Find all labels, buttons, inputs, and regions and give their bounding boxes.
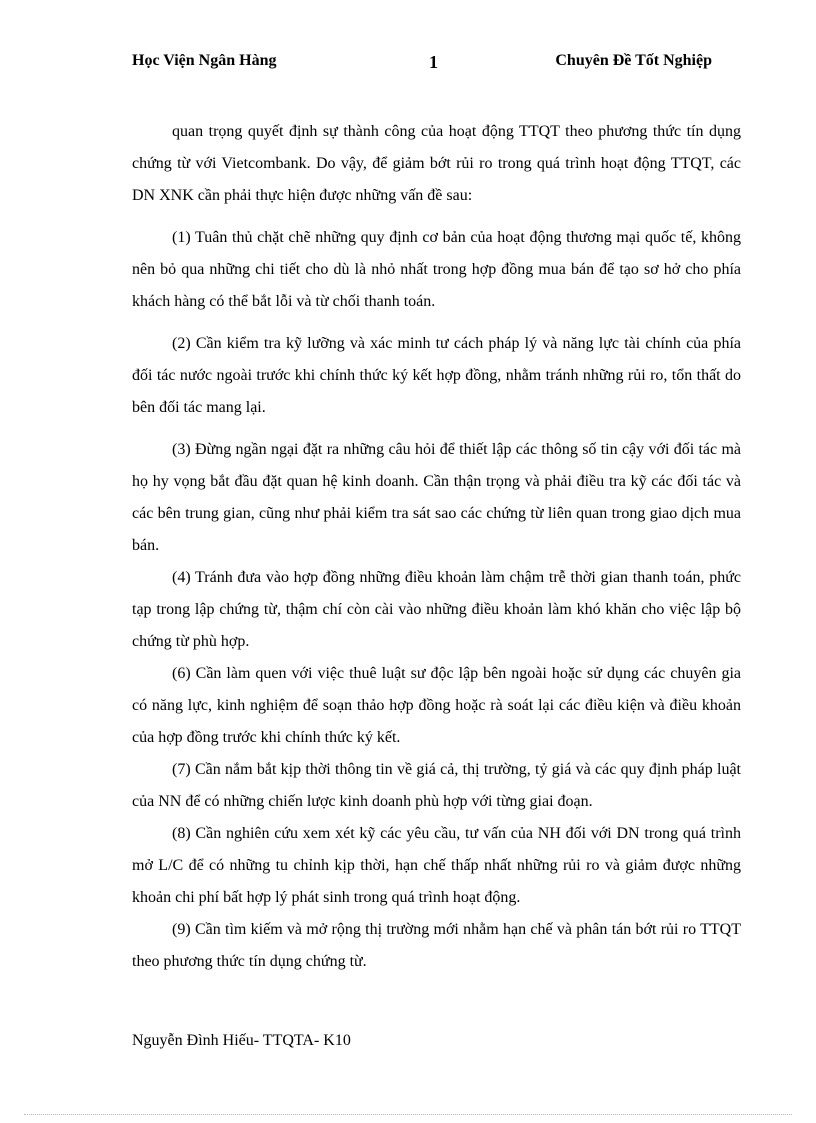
- page-header: [132, 50, 712, 80]
- page-divider: [24, 1114, 792, 1115]
- item-8-paragraph: (8) Cần nghiên cứu xem xét kỹ các yêu cầu, tư vấn của NH đối với DN trong quá trình mở L/C để có những tu chỉnh kịp thời, hạn chế thấp nhất những rủi ro và giảm được những khoản chi phí bất hợp lý phát sinh trong quá trình hoạt động.: [132, 825, 741, 906]
- item-6-paragraph: (6) Cần làm quen với việc thuê luật sư độc lập bên ngoài hoặc sử dụng các chuyên gia có năng lực, kinh nghiệm để soạn thảo hợp đồng hoặc rà soát lại các điều kiện và điều khoản của hợp đồng trước khi chính thức ký kết.: [132, 665, 741, 746]
- document-type: Chuyên Đề Tốt Nghiệp: [555, 52, 712, 69]
- item-3-paragraph: (3) Đừng ngần ngại đặt ra những câu hỏi để thiết lập các thông số tin cậy với đối tác mà họ hy vọng bắt đầu đặt quan hệ kinh doanh. Cần thận trọng và phải điều tra kỹ các đối tác và các bên trung gian, cũng như phải kiểm tra sát sao các chứng từ liên quan trong giao dịch mua bán.: [132, 441, 741, 554]
- page-footer: Nguyễn Đình Hiếu- TTQTA- K10: [132, 1032, 351, 1049]
- item-1-paragraph: (1) Tuân thủ chặt chẽ những quy định cơ bản của hoạt động thương mại quốc tế, không nên bỏ qua những chi tiết cho dù là nhỏ nhất trong hợp đồng mua bán để tạo sơ hở cho phía khách hàng có thể bắt lỗi và từ chối thanh toán.: [132, 229, 741, 310]
- item-7-paragraph: (7) Cần nắm bắt kịp thời thông tin về giá cả, thị trường, tỷ giá và các quy định pháp luật của NN để có những chiến lược kinh doanh phù hợp với từng giai đoạn.: [132, 761, 741, 810]
- document-body: [132, 116, 741, 978]
- page-number: 1: [429, 52, 438, 72]
- intro-paragraph: quan trọng quyết định sự thành công của hoạt động TTQT theo phương thức tín dụng chứng từ với Vietcombank. Do vậy, để giảm bớt rủi ro trong quá trình hoạt động TTQT, các DN XNK cần phải thực hiện được những vấn đề sau:: [132, 123, 741, 204]
- item-2-paragraph: (2) Cần kiểm tra kỹ lưỡng và xác minh tư cách pháp lý và năng lực tài chính của phía đối tác nước ngoài trước khi chính thức ký kết hợp đồng, nhằm tránh những rủi ro, tổn thất do bên đối tác mang lại.: [132, 335, 741, 416]
- item-9-paragraph: (9) Cần tìm kiếm và mở rộng thị trường mới nhằm hạn chế và phân tán bớt rủi ro TTQT theo phương thức tín dụng chứng từ.: [132, 921, 741, 970]
- item-4-paragraph: (4) Tránh đưa vào hợp đồng những điều khoản làm chậm trễ thời gian thanh toán, phức tạp trong lập chứng từ, thậm chí còn cài vào những điều khoản làm khó khăn cho việc lập bộ chứng từ phù hợp.: [132, 569, 741, 650]
- institution-name: Học Viện Ngân Hàng: [132, 52, 277, 69]
